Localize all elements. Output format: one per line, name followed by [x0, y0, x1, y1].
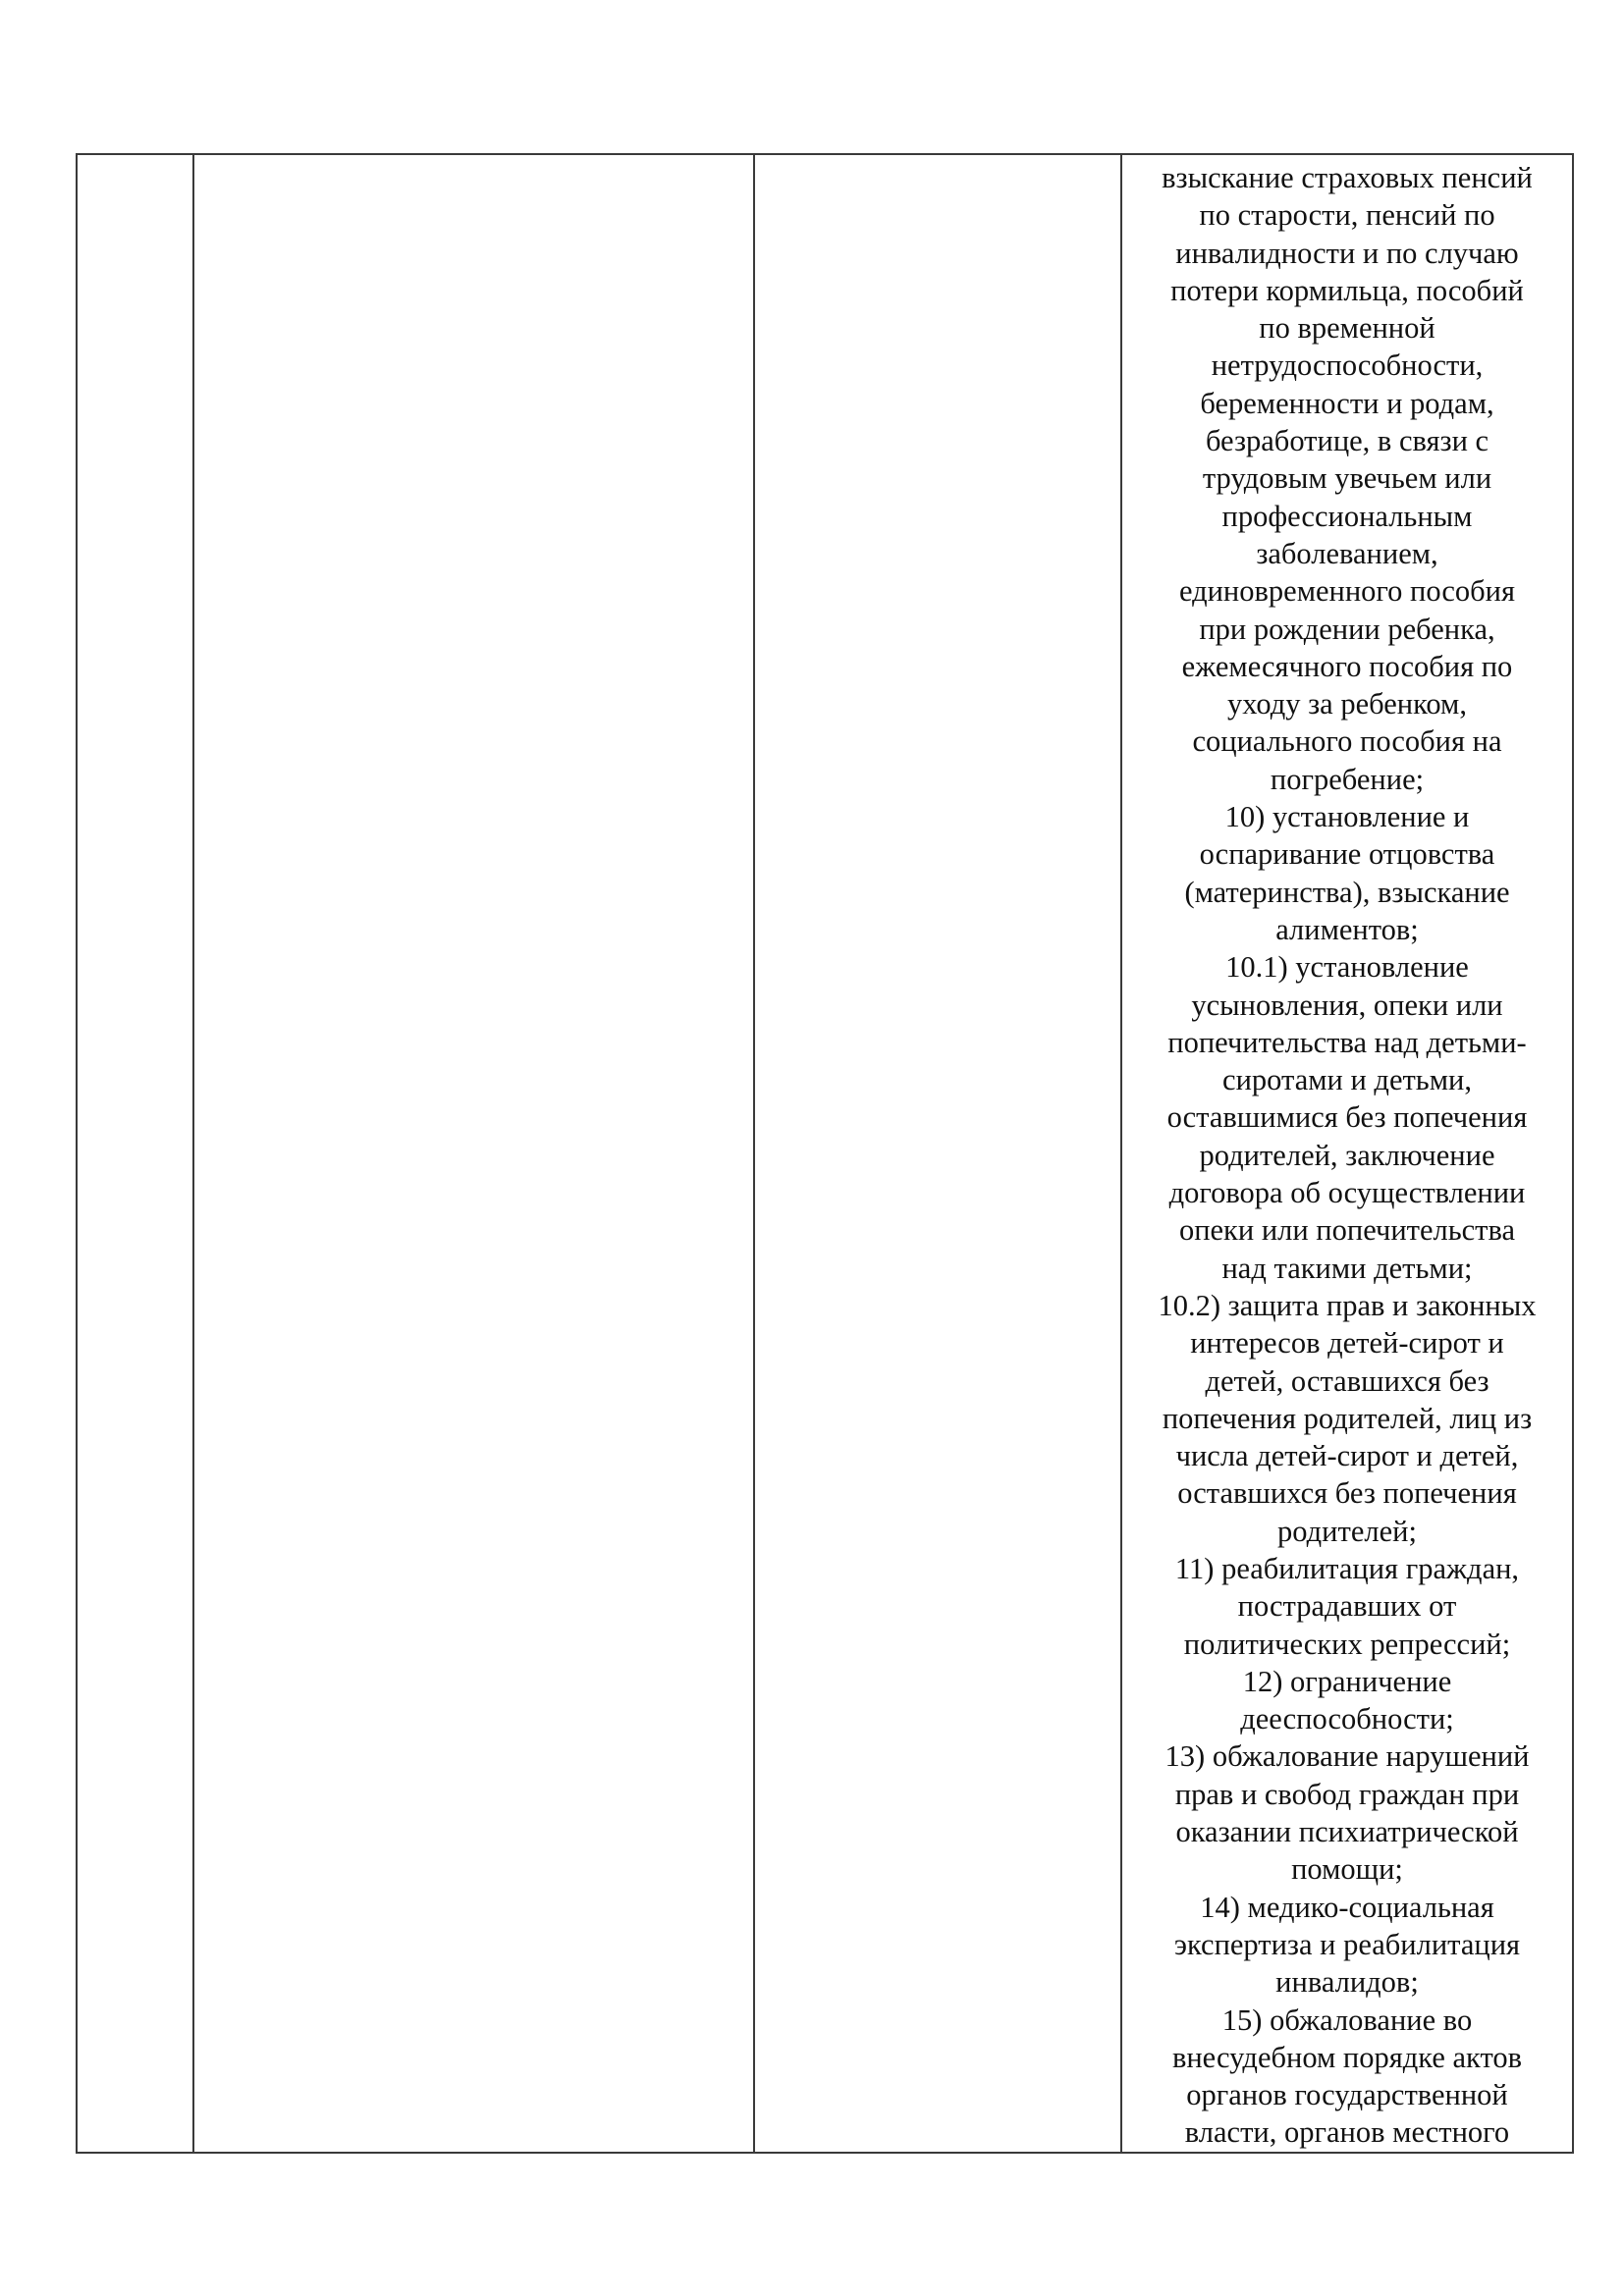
table-cell-name — [193, 154, 754, 2153]
text-line: родителей; — [1277, 1514, 1417, 1548]
text-line: по старости, пенсий по — [1199, 198, 1495, 233]
text-line: 10.1) установление — [1225, 950, 1469, 985]
text-line: помощи; — [1291, 1852, 1403, 1887]
text-line: 14) медико-социальная — [1200, 1890, 1494, 1924]
text-line: (материнства), взыскание — [1184, 875, 1510, 909]
text-line: беременности и родам, — [1200, 386, 1494, 420]
text-line: единовременного пособия — [1178, 574, 1516, 609]
text-line: опеки или попечительства — [1178, 1213, 1516, 1248]
table-cell-activities — [1121, 154, 1573, 2153]
text-line: 12) ограничение — [1242, 1664, 1452, 1698]
text-line: детей, оставшихся без — [1205, 1363, 1489, 1398]
text-line: оставшихся без попечения — [1177, 1476, 1517, 1511]
activities-text — [1122, 155, 1572, 2152]
cell-address-text — [755, 155, 1120, 159]
text-line: попечительства над детьми- — [1167, 1025, 1527, 1059]
table-row — [77, 154, 1573, 2153]
text-line: трудовым увечьем или — [1202, 461, 1492, 496]
table-cell-number — [77, 154, 193, 2153]
text-line: числа детей-сирот и детей, — [1175, 1439, 1519, 1473]
text-line: 13) обжалование нарушений — [1164, 1739, 1530, 1774]
text-line: над такими детьми; — [1221, 1251, 1473, 1285]
text-line: родителей, заключение — [1199, 1138, 1495, 1172]
text-line: безработице, в связи с — [1205, 424, 1489, 458]
text-line: 15) обжалование во — [1221, 2002, 1473, 2037]
text-line: пострадавших от — [1237, 1589, 1457, 1624]
text-line: ежемесячного пособия по — [1181, 649, 1513, 683]
text-line: потери кормильца, пособий — [1170, 273, 1524, 307]
text-line: сиротами и детьми, — [1222, 1063, 1472, 1097]
text-line: 10.2) защита прав и законных — [1158, 1288, 1537, 1322]
text-line: экспертиза и реабилитация — [1173, 1927, 1521, 1961]
text-line: инвалидов; — [1275, 1965, 1419, 2000]
text-line: внесудебном порядке актов — [1171, 2040, 1523, 2074]
text-line: оспаривание отцовства — [1199, 837, 1495, 872]
text-line: интересов детей-сирот и — [1190, 1326, 1504, 1361]
table-cell-address — [754, 154, 1121, 2153]
text-line: договора об осуществлении — [1168, 1176, 1526, 1210]
text-line: власти, органов местного — [1184, 2115, 1510, 2150]
text-line: алиментов; — [1275, 912, 1419, 946]
text-line: социального пособия на — [1192, 724, 1502, 759]
text-line: оказании психиатрической — [1175, 1815, 1519, 1849]
text-line: уходу за ребенком, — [1227, 687, 1467, 721]
cell-number-text — [78, 155, 192, 159]
text-line: при рождении ребенка, — [1199, 612, 1495, 646]
text-line: 10) установление и — [1224, 800, 1470, 834]
document-table — [76, 153, 1574, 2154]
text-line: дееспособности; — [1240, 1702, 1454, 1736]
text-line: оставшимися без попечения — [1166, 1100, 1528, 1135]
text-line: профессиональным — [1221, 499, 1473, 533]
text-line: взыскание страховых пенсий — [1162, 161, 1533, 194]
text-line: прав и свобод граждан при — [1174, 1777, 1520, 1811]
cell-name-text — [194, 155, 753, 159]
text-line: погребение; — [1270, 762, 1425, 796]
text-line: заболеванием, — [1256, 536, 1438, 570]
text-line: 11) реабилитация граждан, — [1174, 1551, 1520, 1585]
text-line: инвалидности и по случаю — [1175, 236, 1519, 270]
text-line: органов государственной — [1186, 2078, 1508, 2112]
text-line: попечения родителей, лиц из — [1162, 1401, 1533, 1435]
text-line: нетрудоспособности, — [1211, 348, 1484, 383]
text-line: усыновления, опеки или — [1191, 988, 1503, 1022]
text-line: политических репрессий; — [1183, 1627, 1511, 1661]
text-line: по временной — [1259, 311, 1435, 346]
